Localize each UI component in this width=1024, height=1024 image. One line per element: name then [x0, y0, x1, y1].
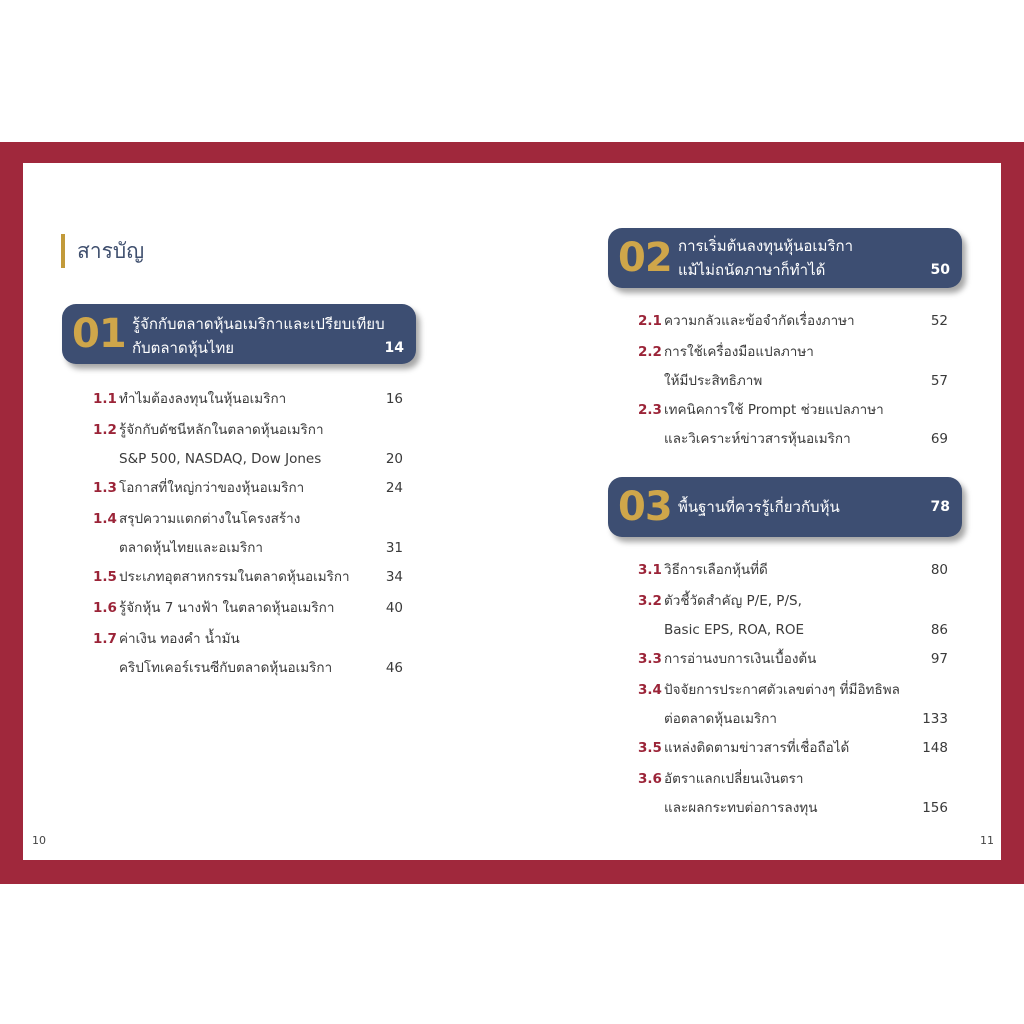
- toc-item-title-cont: S&P 500, NASDAQ, Dow Jones: [119, 451, 322, 467]
- toc-item-number: 1.5: [93, 569, 117, 585]
- chapter-title: การเริ่มต้นลงทุนหุ้นอเมริกา แม้ไม่ถนัดภาษาก็ทำได้: [678, 237, 854, 279]
- toc-item-title: เทคนิคการใช้ Prompt ช่วยแปลภาษา: [664, 402, 884, 418]
- toc-item-page: 57: [930, 373, 948, 389]
- toc-item-title-cont: Basic EPS, ROA, ROE: [664, 622, 804, 638]
- toc-item: [93, 625, 403, 683]
- page-number-left: 10: [32, 834, 46, 847]
- toc-item-number: 1.3: [93, 480, 117, 496]
- toc-item-title: ความกลัวและข้อจำกัดเรื่องภาษา: [664, 313, 855, 329]
- toc-item-page: 40: [385, 600, 403, 616]
- toc-item: [638, 587, 948, 645]
- chapter-02-banner: [608, 228, 962, 288]
- toc-item: [638, 396, 948, 454]
- toc-item-page: 16: [385, 391, 403, 407]
- toc-title: สารบัญ: [61, 234, 144, 268]
- page-number-right: 11: [980, 834, 994, 847]
- toc-item: [93, 505, 403, 563]
- toc-item-number: 1.4: [93, 511, 117, 527]
- toc-item: [638, 676, 948, 734]
- toc-item-page: 133: [922, 711, 948, 727]
- chapter-title: พื้นฐานที่ควรรู้เกี่ยวกับหุ้น: [678, 498, 840, 516]
- toc-item: [638, 765, 948, 823]
- toc-item-page: 80: [930, 562, 948, 578]
- toc-item-title-cont: และวิเคราะห์ข่าวสารหุ้นอเมริกา: [664, 431, 851, 447]
- toc-item-title: ปัจจัยการประกาศตัวเลขต่างๆ ที่มีอิทธิพล: [664, 682, 900, 698]
- toc-item: [638, 734, 948, 762]
- toc-item-page: 97: [930, 651, 948, 667]
- chapter-page: 78: [930, 499, 950, 515]
- toc-item: [93, 416, 403, 474]
- toc-item-title: แหล่งติดตามข่าวสารที่เชื่อถือได้: [664, 740, 850, 756]
- toc-item-title: การอ่านงบการเงินเบื้องต้น: [664, 651, 817, 667]
- toc-item-title: อัตราแลกเปลี่ยนเงินตรา: [664, 771, 804, 787]
- chapter-page: 14: [384, 340, 404, 356]
- toc-item-title: สรุปความแตกต่างในโครงสร้าง: [119, 511, 301, 527]
- toc-item-title: รู้จักกับดัชนีหลักในตลาดหุ้นอเมริกา: [119, 422, 324, 438]
- toc-item-title-cont: ให้มีประสิทธิภาพ: [664, 373, 763, 389]
- toc-item-number: 3.2: [638, 593, 662, 609]
- toc-item-number: 1.1: [93, 391, 117, 407]
- chapter-03-banner: [608, 477, 962, 537]
- toc-item-number: 3.3: [638, 651, 662, 667]
- chapter-page: 50: [930, 262, 950, 278]
- toc-item-number: 2.2: [638, 344, 662, 360]
- toc-item: [638, 338, 948, 396]
- toc-item-number: 3.1: [638, 562, 662, 578]
- toc-item-title: ค่าเงิน ทองคำ น้ำมัน: [119, 631, 240, 647]
- toc-item-title: การใช้เครื่องมือแปลภาษา: [664, 344, 814, 360]
- toc-item: [638, 556, 948, 584]
- chapter-number: 01: [72, 311, 126, 357]
- toc-item-page: 69: [930, 431, 948, 447]
- toc-item-title: วิธีการเลือกหุ้นที่ดี: [664, 562, 768, 578]
- toc-item-title: ประเภทอุตสาหกรรมในตลาดหุ้นอเมริกา: [119, 569, 350, 585]
- toc-item-title-cont: ต่อตลาดหุ้นอเมริกา: [664, 711, 778, 727]
- toc-item-number: 2.3: [638, 402, 662, 418]
- toc-item-title-cont: และผลกระทบต่อการลงทุน: [664, 800, 818, 816]
- toc-item-page: 52: [930, 313, 948, 329]
- toc-item-number: 3.4: [638, 682, 662, 698]
- chapter-number: 03: [618, 484, 672, 530]
- toc-item-number: 2.1: [638, 313, 662, 329]
- toc-item-title: ทำไมต้องลงทุนในหุ้นอเมริกา: [119, 391, 287, 407]
- toc-item-number: 1.6: [93, 600, 117, 616]
- chapter-title: รู้จักกับตลาดหุ้นอเมริกาและเปรียบเทียบ กับตลาดหุ้นไทย: [132, 315, 385, 357]
- toc-item-title: โอกาสที่ใหญ่กว่าของหุ้นอเมริกา: [119, 480, 305, 496]
- toc-item: [93, 474, 403, 502]
- chapter-01-banner: [62, 304, 416, 364]
- toc-item-title-cont: คริปโทเคอร์เรนซีกับตลาดหุ้นอเมริกา: [119, 660, 333, 676]
- toc-item-title: รู้จักหุ้น 7 นางฟ้า ในตลาดหุ้นอเมริกา: [119, 600, 335, 616]
- toc-item-title: ตัวชี้วัดสำคัญ P/E, P/S,: [664, 593, 802, 609]
- toc-item-number: 3.6: [638, 771, 662, 787]
- toc-item: [93, 563, 403, 591]
- toc-item-number: 1.2: [93, 422, 117, 438]
- toc-item: [93, 385, 403, 413]
- toc-item-page: 20: [385, 451, 403, 467]
- toc-item-page: 156: [922, 800, 948, 816]
- chapter-number: 02: [618, 235, 672, 281]
- toc-item-page: 86: [930, 622, 948, 638]
- toc-item-number: 1.7: [93, 631, 117, 647]
- toc-item-page: 34: [385, 569, 403, 585]
- toc-item-title-cont: ตลาดหุ้นไทยและอเมริกา: [119, 540, 263, 556]
- toc-item-number: 3.5: [638, 740, 662, 756]
- toc-item: [638, 307, 948, 335]
- toc-item: [93, 594, 403, 622]
- toc-item-page: 46: [385, 660, 403, 676]
- toc-item: [638, 645, 948, 673]
- toc-item-page: 31: [385, 540, 403, 556]
- toc-item-page: 24: [385, 480, 403, 496]
- toc-item-page: 148: [922, 740, 948, 756]
